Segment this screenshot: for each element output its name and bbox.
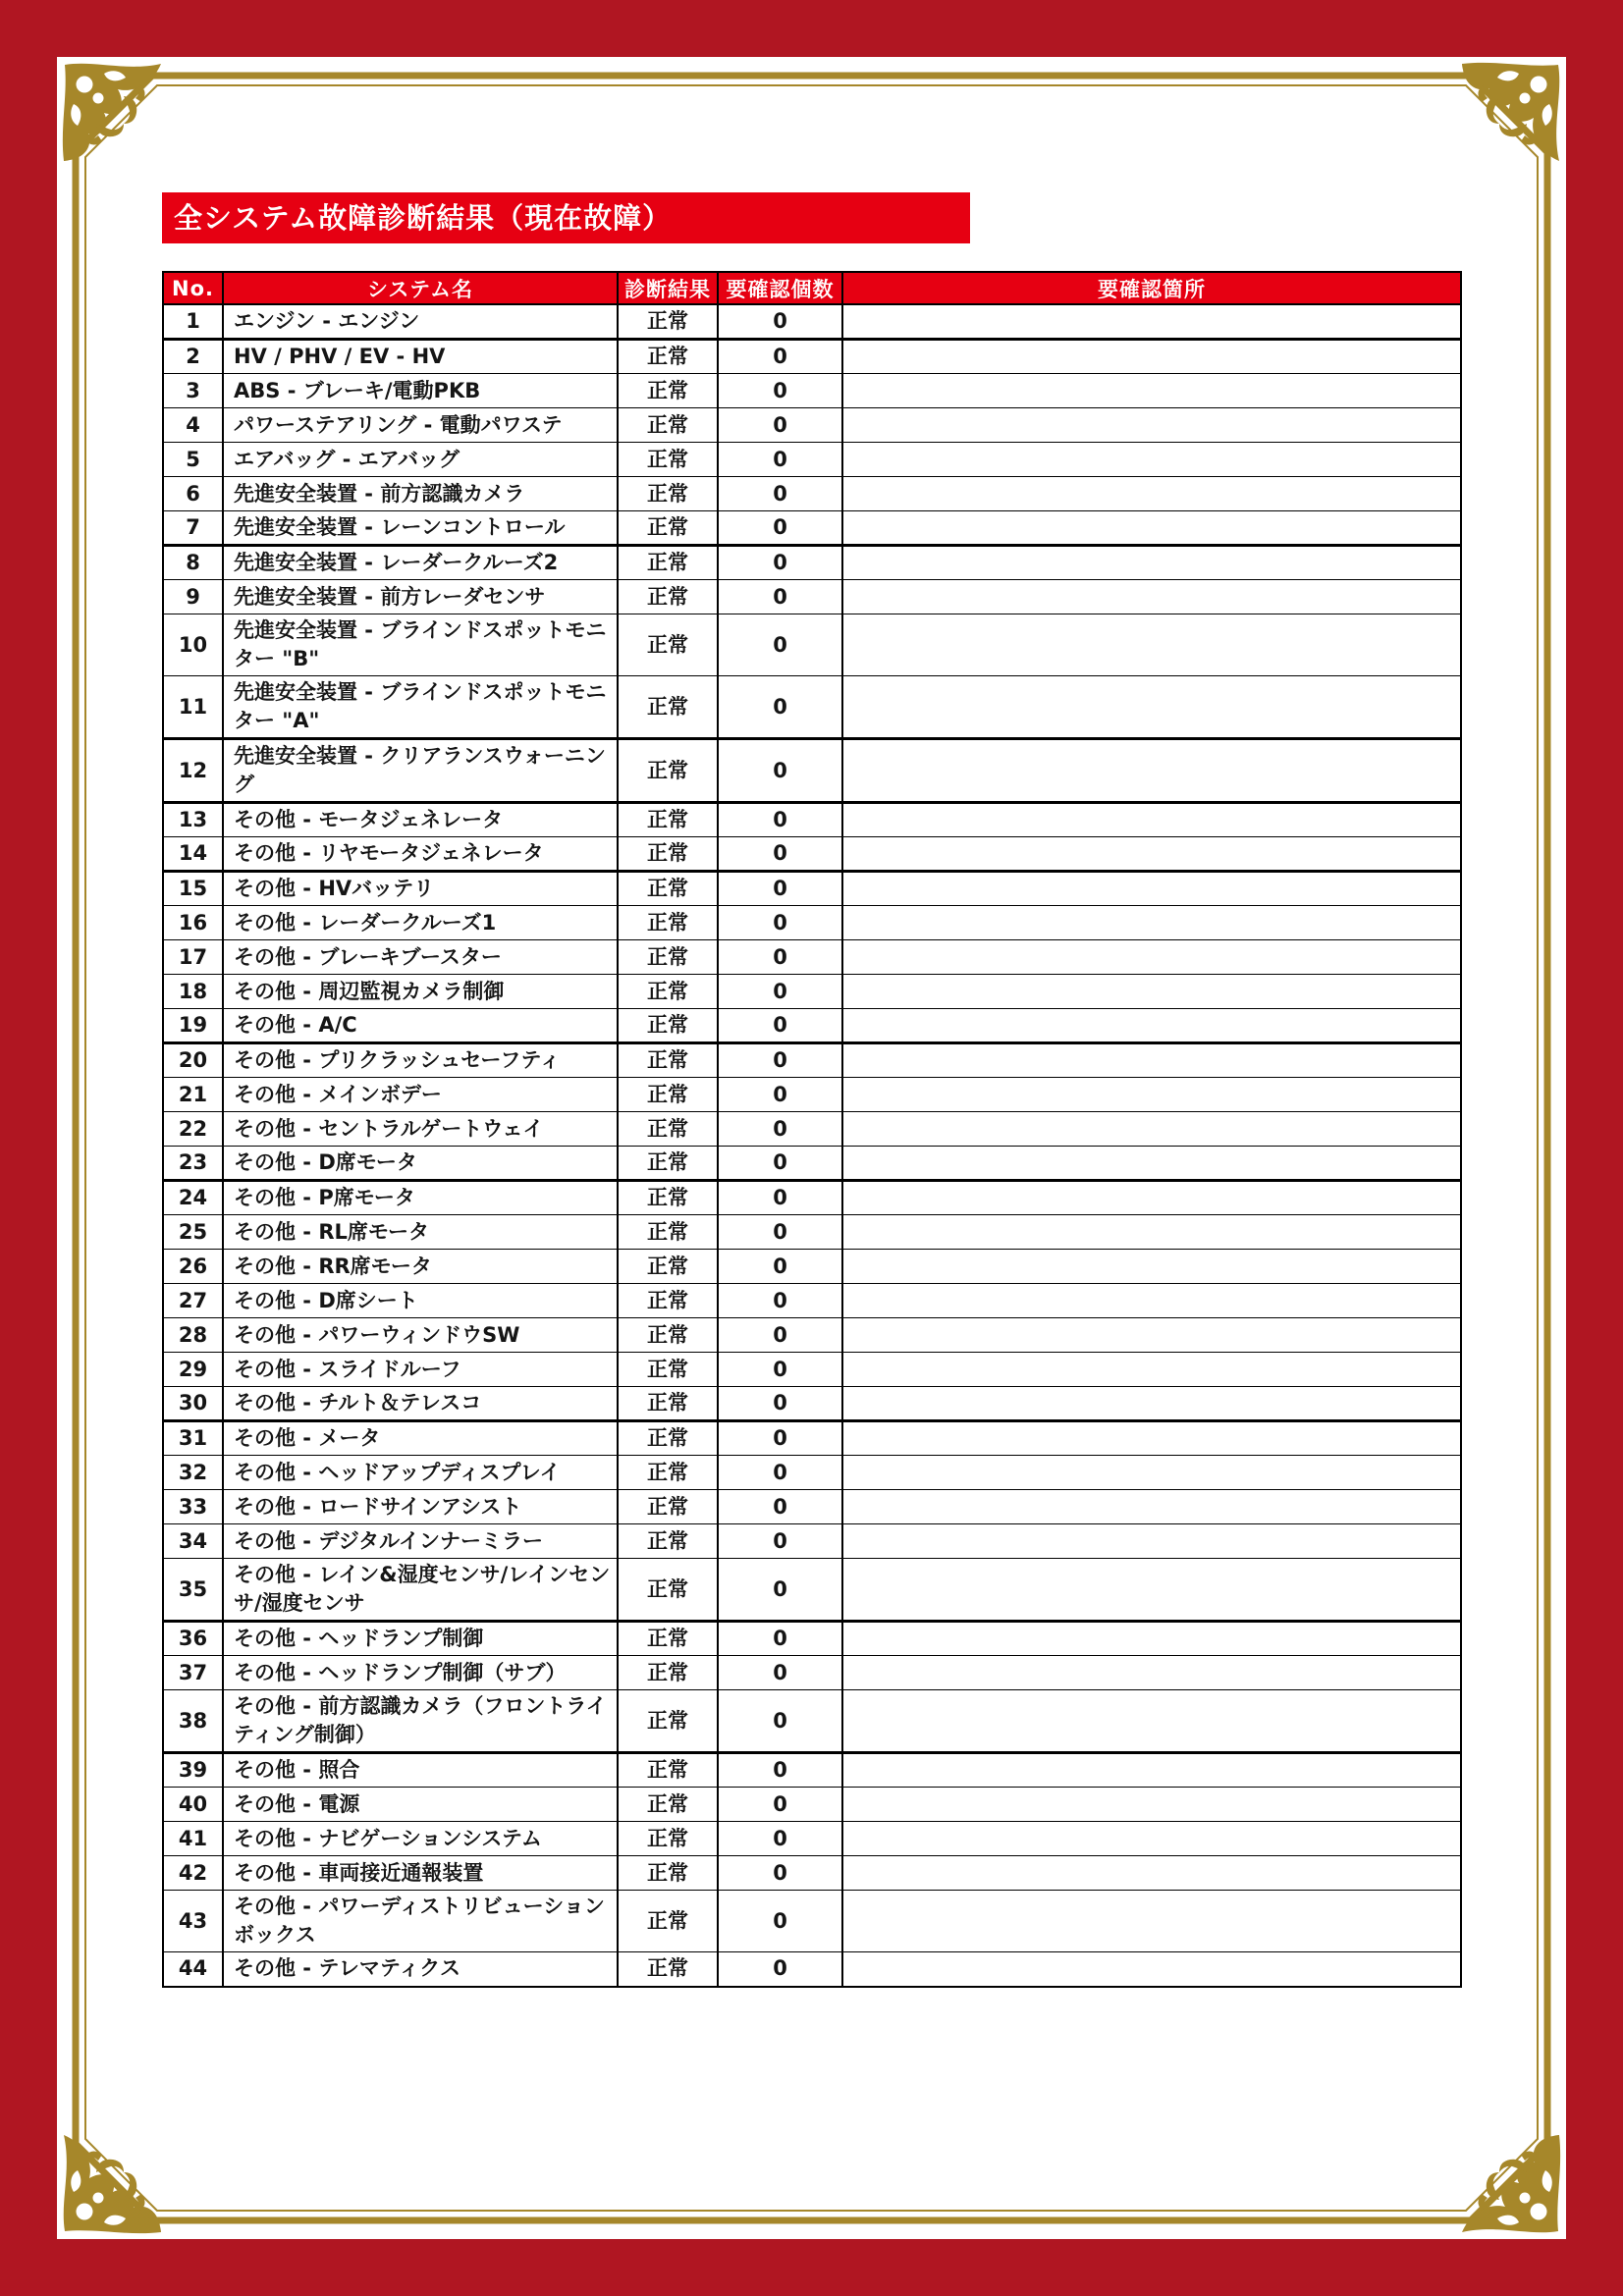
cell-no: 20 [163, 1043, 223, 1078]
cell-check-count: 0 [718, 408, 842, 443]
cell-no: 26 [163, 1250, 223, 1284]
cell-diagnosis-result: 正常 [618, 1656, 718, 1690]
table-row [163, 1387, 1461, 1421]
table-row [163, 1078, 1461, 1112]
cell-system-name: その他 - ヘッドアップディスプレイ [223, 1456, 618, 1490]
cell-no: 12 [163, 739, 223, 803]
cell-system-name: その他 - リヤモータジェネレータ [223, 837, 618, 872]
header-check-location: 要確認箇所 [842, 272, 1461, 304]
cell-no: 8 [163, 546, 223, 580]
diagnosis-table [162, 271, 1462, 1988]
table-row [163, 975, 1461, 1009]
cell-system-name: HV / PHV / EV - HV [223, 340, 618, 374]
table-row [163, 1318, 1461, 1353]
cell-check-count: 0 [718, 872, 842, 906]
cell-system-name: その他 - 電源 [223, 1788, 618, 1822]
table-row [163, 837, 1461, 872]
cell-check-location [842, 408, 1461, 443]
cell-no: 25 [163, 1215, 223, 1250]
cell-diagnosis-result: 正常 [618, 546, 718, 580]
cell-check-location [842, 1250, 1461, 1284]
cell-diagnosis-result: 正常 [618, 1250, 718, 1284]
cell-system-name: その他 - メータ [223, 1421, 618, 1456]
cell-check-count: 0 [718, 443, 842, 477]
cell-system-name: その他 - RL席モータ [223, 1215, 618, 1250]
cell-check-location [842, 1043, 1461, 1078]
cell-system-name: その他 - レイン&湿度センサ/レインセンサ/湿度センサ [223, 1559, 618, 1622]
table-row [163, 511, 1461, 546]
cell-no: 35 [163, 1559, 223, 1622]
cell-check-location [842, 1215, 1461, 1250]
cell-check-count: 0 [718, 1250, 842, 1284]
table-row [163, 1622, 1461, 1656]
cell-diagnosis-result: 正常 [618, 1284, 718, 1318]
table-row [163, 1524, 1461, 1559]
cell-check-count: 0 [718, 1524, 842, 1559]
cell-check-count: 0 [718, 1147, 842, 1181]
cell-system-name: その他 - 周辺監視カメラ制御 [223, 975, 618, 1009]
header-no: No. [163, 272, 223, 304]
table-row [163, 1559, 1461, 1622]
cell-check-count: 0 [718, 1043, 842, 1078]
cell-check-location [842, 739, 1461, 803]
cell-check-location [842, 975, 1461, 1009]
cell-diagnosis-result: 正常 [618, 1181, 718, 1215]
cell-check-location [842, 1456, 1461, 1490]
cell-diagnosis-result: 正常 [618, 1318, 718, 1353]
cell-check-count: 0 [718, 511, 842, 546]
cell-system-name: その他 - メインボデー [223, 1078, 618, 1112]
cell-check-location [842, 1318, 1461, 1353]
cell-no: 28 [163, 1318, 223, 1353]
table-row [163, 1788, 1461, 1822]
cell-check-count: 0 [718, 1284, 842, 1318]
cell-diagnosis-result: 正常 [618, 443, 718, 477]
cell-system-name: その他 - P席モータ [223, 1181, 618, 1215]
table-row [163, 1952, 1461, 1987]
cell-system-name: エンジン - エンジン [223, 304, 618, 340]
table-row [163, 1490, 1461, 1524]
cell-system-name: ABS - ブレーキ/電動PKB [223, 374, 618, 408]
cell-system-name: エアバッグ - エアバッグ [223, 443, 618, 477]
cell-diagnosis-result: 正常 [618, 1856, 718, 1891]
cell-check-count: 0 [718, 1421, 842, 1456]
cell-diagnosis-result: 正常 [618, 803, 718, 837]
cell-system-name: パワーステアリング - 電動パワステ [223, 408, 618, 443]
cell-no: 11 [163, 676, 223, 739]
cell-no: 37 [163, 1656, 223, 1690]
cell-check-location [842, 1822, 1461, 1856]
cell-check-location [842, 1181, 1461, 1215]
cell-system-name: その他 - RR席モータ [223, 1250, 618, 1284]
cell-check-location [842, 1656, 1461, 1690]
cell-diagnosis-result: 正常 [618, 1421, 718, 1456]
cell-check-location [842, 676, 1461, 739]
cell-check-location [842, 374, 1461, 408]
cell-check-count: 0 [718, 1656, 842, 1690]
cell-check-location [842, 1622, 1461, 1656]
cell-diagnosis-result: 正常 [618, 906, 718, 940]
cell-system-name: その他 - スライドルーフ [223, 1353, 618, 1387]
cell-check-location [842, 1524, 1461, 1559]
cell-no: 14 [163, 837, 223, 872]
cell-check-location [842, 614, 1461, 676]
cell-no: 17 [163, 940, 223, 975]
cell-check-location [842, 477, 1461, 511]
cell-system-name: 先進安全装置 - レーンコントロール [223, 511, 618, 546]
cell-check-count: 0 [718, 739, 842, 803]
cell-check-location [842, 1387, 1461, 1421]
cell-check-location [842, 1690, 1461, 1753]
cell-no: 30 [163, 1387, 223, 1421]
cell-diagnosis-result: 正常 [618, 1788, 718, 1822]
table-row [163, 1822, 1461, 1856]
cell-diagnosis-result: 正常 [618, 408, 718, 443]
page-title: 全システム故障診断結果（現在故障） [162, 192, 970, 243]
cell-diagnosis-result: 正常 [618, 477, 718, 511]
cell-check-count: 0 [718, 1952, 842, 1987]
table-row [163, 1856, 1461, 1891]
cell-system-name: その他 - ナビゲーションシステム [223, 1822, 618, 1856]
table-row [163, 477, 1461, 511]
table-row [163, 340, 1461, 374]
header-check-count: 要確認個数 [718, 272, 842, 304]
table-row [163, 1891, 1461, 1952]
cell-diagnosis-result: 正常 [618, 1490, 718, 1524]
cell-diagnosis-result: 正常 [618, 1353, 718, 1387]
cell-no: 43 [163, 1891, 223, 1952]
table-row [163, 906, 1461, 940]
cell-system-name: その他 - HVバッテリ [223, 872, 618, 906]
cell-no: 23 [163, 1147, 223, 1181]
cell-system-name: その他 - D席モータ [223, 1147, 618, 1181]
cell-check-count: 0 [718, 1690, 842, 1753]
cell-system-name: その他 - D席シート [223, 1284, 618, 1318]
cell-check-count: 0 [718, 1891, 842, 1952]
cell-diagnosis-result: 正常 [618, 1215, 718, 1250]
cell-diagnosis-result: 正常 [618, 340, 718, 374]
cell-no: 38 [163, 1690, 223, 1753]
table-row [163, 1421, 1461, 1456]
cell-check-count: 0 [718, 477, 842, 511]
cell-no: 18 [163, 975, 223, 1009]
cell-check-count: 0 [718, 1856, 842, 1891]
cell-system-name: その他 - パワーディストリビューションボックス [223, 1891, 618, 1952]
cell-check-count: 0 [718, 906, 842, 940]
cell-system-name: 先進安全装置 - 前方認識カメラ [223, 477, 618, 511]
cell-diagnosis-result: 正常 [618, 511, 718, 546]
table-row [163, 443, 1461, 477]
cell-check-count: 0 [718, 580, 842, 614]
cell-diagnosis-result: 正常 [618, 1891, 718, 1952]
cell-check-count: 0 [718, 1318, 842, 1353]
cell-check-location [842, 1284, 1461, 1318]
cell-check-count: 0 [718, 837, 842, 872]
cell-diagnosis-result: 正常 [618, 580, 718, 614]
cell-check-location [842, 511, 1461, 546]
cell-system-name: 先進安全装置 - レーダークルーズ2 [223, 546, 618, 580]
cell-system-name: 先進安全装置 - ブラインドスポットモニター "A" [223, 676, 618, 739]
table-row [163, 1456, 1461, 1490]
cell-no: 7 [163, 511, 223, 546]
cell-no: 19 [163, 1009, 223, 1043]
cell-diagnosis-result: 正常 [618, 1043, 718, 1078]
cell-no: 31 [163, 1421, 223, 1456]
cell-diagnosis-result: 正常 [618, 1456, 718, 1490]
cell-no: 16 [163, 906, 223, 940]
cell-check-count: 0 [718, 803, 842, 837]
cell-check-count: 0 [718, 374, 842, 408]
header-diagnosis-result: 診断結果 [618, 272, 718, 304]
cell-check-location [842, 1788, 1461, 1822]
cell-system-name: その他 - モータジェネレータ [223, 803, 618, 837]
cell-no: 1 [163, 304, 223, 340]
cell-check-count: 0 [718, 1456, 842, 1490]
table-row [163, 1043, 1461, 1078]
cell-check-location [842, 1009, 1461, 1043]
cell-system-name: その他 - 照合 [223, 1753, 618, 1788]
header-system-name: システム名 [223, 272, 618, 304]
cell-diagnosis-result: 正常 [618, 872, 718, 906]
cell-check-count: 0 [718, 1788, 842, 1822]
cell-diagnosis-result: 正常 [618, 1559, 718, 1622]
cell-system-name: 先進安全装置 - 前方レーダセンサ [223, 580, 618, 614]
cell-no: 2 [163, 340, 223, 374]
cell-no: 13 [163, 803, 223, 837]
table-row [163, 1215, 1461, 1250]
cell-system-name: その他 - 車両接近通報装置 [223, 1856, 618, 1891]
table-row [163, 546, 1461, 580]
cell-check-count: 0 [718, 1387, 842, 1421]
cell-system-name: その他 - テレマティクス [223, 1952, 618, 1987]
cell-check-location [842, 546, 1461, 580]
table-row [163, 580, 1461, 614]
cell-no: 10 [163, 614, 223, 676]
cell-diagnosis-result: 正常 [618, 1753, 718, 1788]
cell-no: 29 [163, 1353, 223, 1387]
cell-system-name: 先進安全装置 - クリアランスウォーニング [223, 739, 618, 803]
cell-diagnosis-result: 正常 [618, 837, 718, 872]
cell-diagnosis-result: 正常 [618, 1690, 718, 1753]
cell-system-name: その他 - チルト＆テレスコ [223, 1387, 618, 1421]
cell-check-count: 0 [718, 1490, 842, 1524]
cell-no: 44 [163, 1952, 223, 1987]
cell-system-name: その他 - ブレーキブースター [223, 940, 618, 975]
cell-check-count: 0 [718, 614, 842, 676]
table-row [163, 374, 1461, 408]
table-row [163, 1753, 1461, 1788]
cell-check-count: 0 [718, 1181, 842, 1215]
cell-system-name: その他 - レーダークルーズ1 [223, 906, 618, 940]
cell-check-count: 0 [718, 1353, 842, 1387]
cell-check-location [842, 1753, 1461, 1788]
table-row [163, 739, 1461, 803]
cell-no: 5 [163, 443, 223, 477]
table-row [163, 408, 1461, 443]
cell-check-count: 0 [718, 1112, 842, 1147]
cell-no: 22 [163, 1112, 223, 1147]
table-row [163, 872, 1461, 906]
cell-diagnosis-result: 正常 [618, 940, 718, 975]
cell-system-name: その他 - A/C [223, 1009, 618, 1043]
table-row [163, 1181, 1461, 1215]
cell-diagnosis-result: 正常 [618, 1387, 718, 1421]
cell-check-location [842, 1559, 1461, 1622]
table-row [163, 1009, 1461, 1043]
cell-check-count: 0 [718, 1078, 842, 1112]
cell-check-location [842, 1891, 1461, 1952]
table-row [163, 1250, 1461, 1284]
cell-check-location [842, 1353, 1461, 1387]
cell-diagnosis-result: 正常 [618, 1009, 718, 1043]
cell-check-location [842, 443, 1461, 477]
cell-check-count: 0 [718, 1559, 842, 1622]
cell-diagnosis-result: 正常 [618, 614, 718, 676]
cell-check-count: 0 [718, 676, 842, 739]
cell-no: 24 [163, 1181, 223, 1215]
cell-check-location [842, 803, 1461, 837]
cell-no: 42 [163, 1856, 223, 1891]
table-body [163, 304, 1461, 1987]
cell-no: 4 [163, 408, 223, 443]
cell-check-location [842, 1952, 1461, 1987]
cell-check-location [842, 940, 1461, 975]
cell-system-name: その他 - デジタルインナーミラー [223, 1524, 618, 1559]
cell-check-location [842, 872, 1461, 906]
table-row [163, 1284, 1461, 1318]
cell-check-count: 0 [718, 546, 842, 580]
table-row [163, 1656, 1461, 1690]
table-row [163, 1147, 1461, 1181]
cell-check-count: 0 [718, 1622, 842, 1656]
cell-check-count: 0 [718, 1215, 842, 1250]
cell-system-name: その他 - 前方認識カメラ（フロントライティング制御） [223, 1690, 618, 1753]
cell-check-count: 0 [718, 975, 842, 1009]
cell-no: 6 [163, 477, 223, 511]
cell-check-location [842, 304, 1461, 340]
cell-diagnosis-result: 正常 [618, 1524, 718, 1559]
cell-no: 33 [163, 1490, 223, 1524]
table-row [163, 304, 1461, 340]
table-row [163, 676, 1461, 739]
cell-check-location [842, 1490, 1461, 1524]
cell-diagnosis-result: 正常 [618, 1622, 718, 1656]
cell-system-name: その他 - ヘッドランプ制御 [223, 1622, 618, 1656]
cell-no: 9 [163, 580, 223, 614]
cell-check-location [842, 1856, 1461, 1891]
cell-no: 40 [163, 1788, 223, 1822]
cell-diagnosis-result: 正常 [618, 1147, 718, 1181]
cell-no: 34 [163, 1524, 223, 1559]
cell-check-location [842, 1078, 1461, 1112]
cell-system-name: その他 - ヘッドランプ制御（サブ） [223, 1656, 618, 1690]
table-row [163, 1353, 1461, 1387]
cell-check-location [842, 906, 1461, 940]
cell-no: 27 [163, 1284, 223, 1318]
cell-no: 21 [163, 1078, 223, 1112]
table-row [163, 1112, 1461, 1147]
cell-diagnosis-result: 正常 [618, 1822, 718, 1856]
table-row [163, 1690, 1461, 1753]
cell-diagnosis-result: 正常 [618, 1952, 718, 1987]
cell-no: 36 [163, 1622, 223, 1656]
cell-check-count: 0 [718, 1753, 842, 1788]
cell-diagnosis-result: 正常 [618, 1078, 718, 1112]
table-row [163, 614, 1461, 676]
cell-no: 39 [163, 1753, 223, 1788]
cell-check-location [842, 1112, 1461, 1147]
cell-check-count: 0 [718, 1009, 842, 1043]
cell-diagnosis-result: 正常 [618, 676, 718, 739]
cell-diagnosis-result: 正常 [618, 374, 718, 408]
table-row [163, 803, 1461, 837]
cell-no: 41 [163, 1822, 223, 1856]
cell-diagnosis-result: 正常 [618, 1112, 718, 1147]
cell-diagnosis-result: 正常 [618, 739, 718, 803]
cell-diagnosis-result: 正常 [618, 975, 718, 1009]
cell-system-name: その他 - パワーウィンドウSW [223, 1318, 618, 1353]
cell-check-count: 0 [718, 1822, 842, 1856]
table-row [163, 940, 1461, 975]
cell-check-count: 0 [718, 940, 842, 975]
cell-check-location [842, 1421, 1461, 1456]
table-header [163, 272, 1461, 304]
cell-check-count: 0 [718, 304, 842, 340]
cell-check-location [842, 580, 1461, 614]
cell-check-location [842, 340, 1461, 374]
cell-check-count: 0 [718, 340, 842, 374]
cell-system-name: その他 - プリクラッシュセーフティ [223, 1043, 618, 1078]
cell-diagnosis-result: 正常 [618, 304, 718, 340]
cell-system-name: その他 - セントラルゲートウェイ [223, 1112, 618, 1147]
cell-system-name: その他 - ロードサインアシスト [223, 1490, 618, 1524]
cell-no: 3 [163, 374, 223, 408]
cell-system-name: 先進安全装置 - ブラインドスポットモニター "B" [223, 614, 618, 676]
cell-no: 32 [163, 1456, 223, 1490]
cell-check-location [842, 837, 1461, 872]
cell-check-location [842, 1147, 1461, 1181]
cell-no: 15 [163, 872, 223, 906]
